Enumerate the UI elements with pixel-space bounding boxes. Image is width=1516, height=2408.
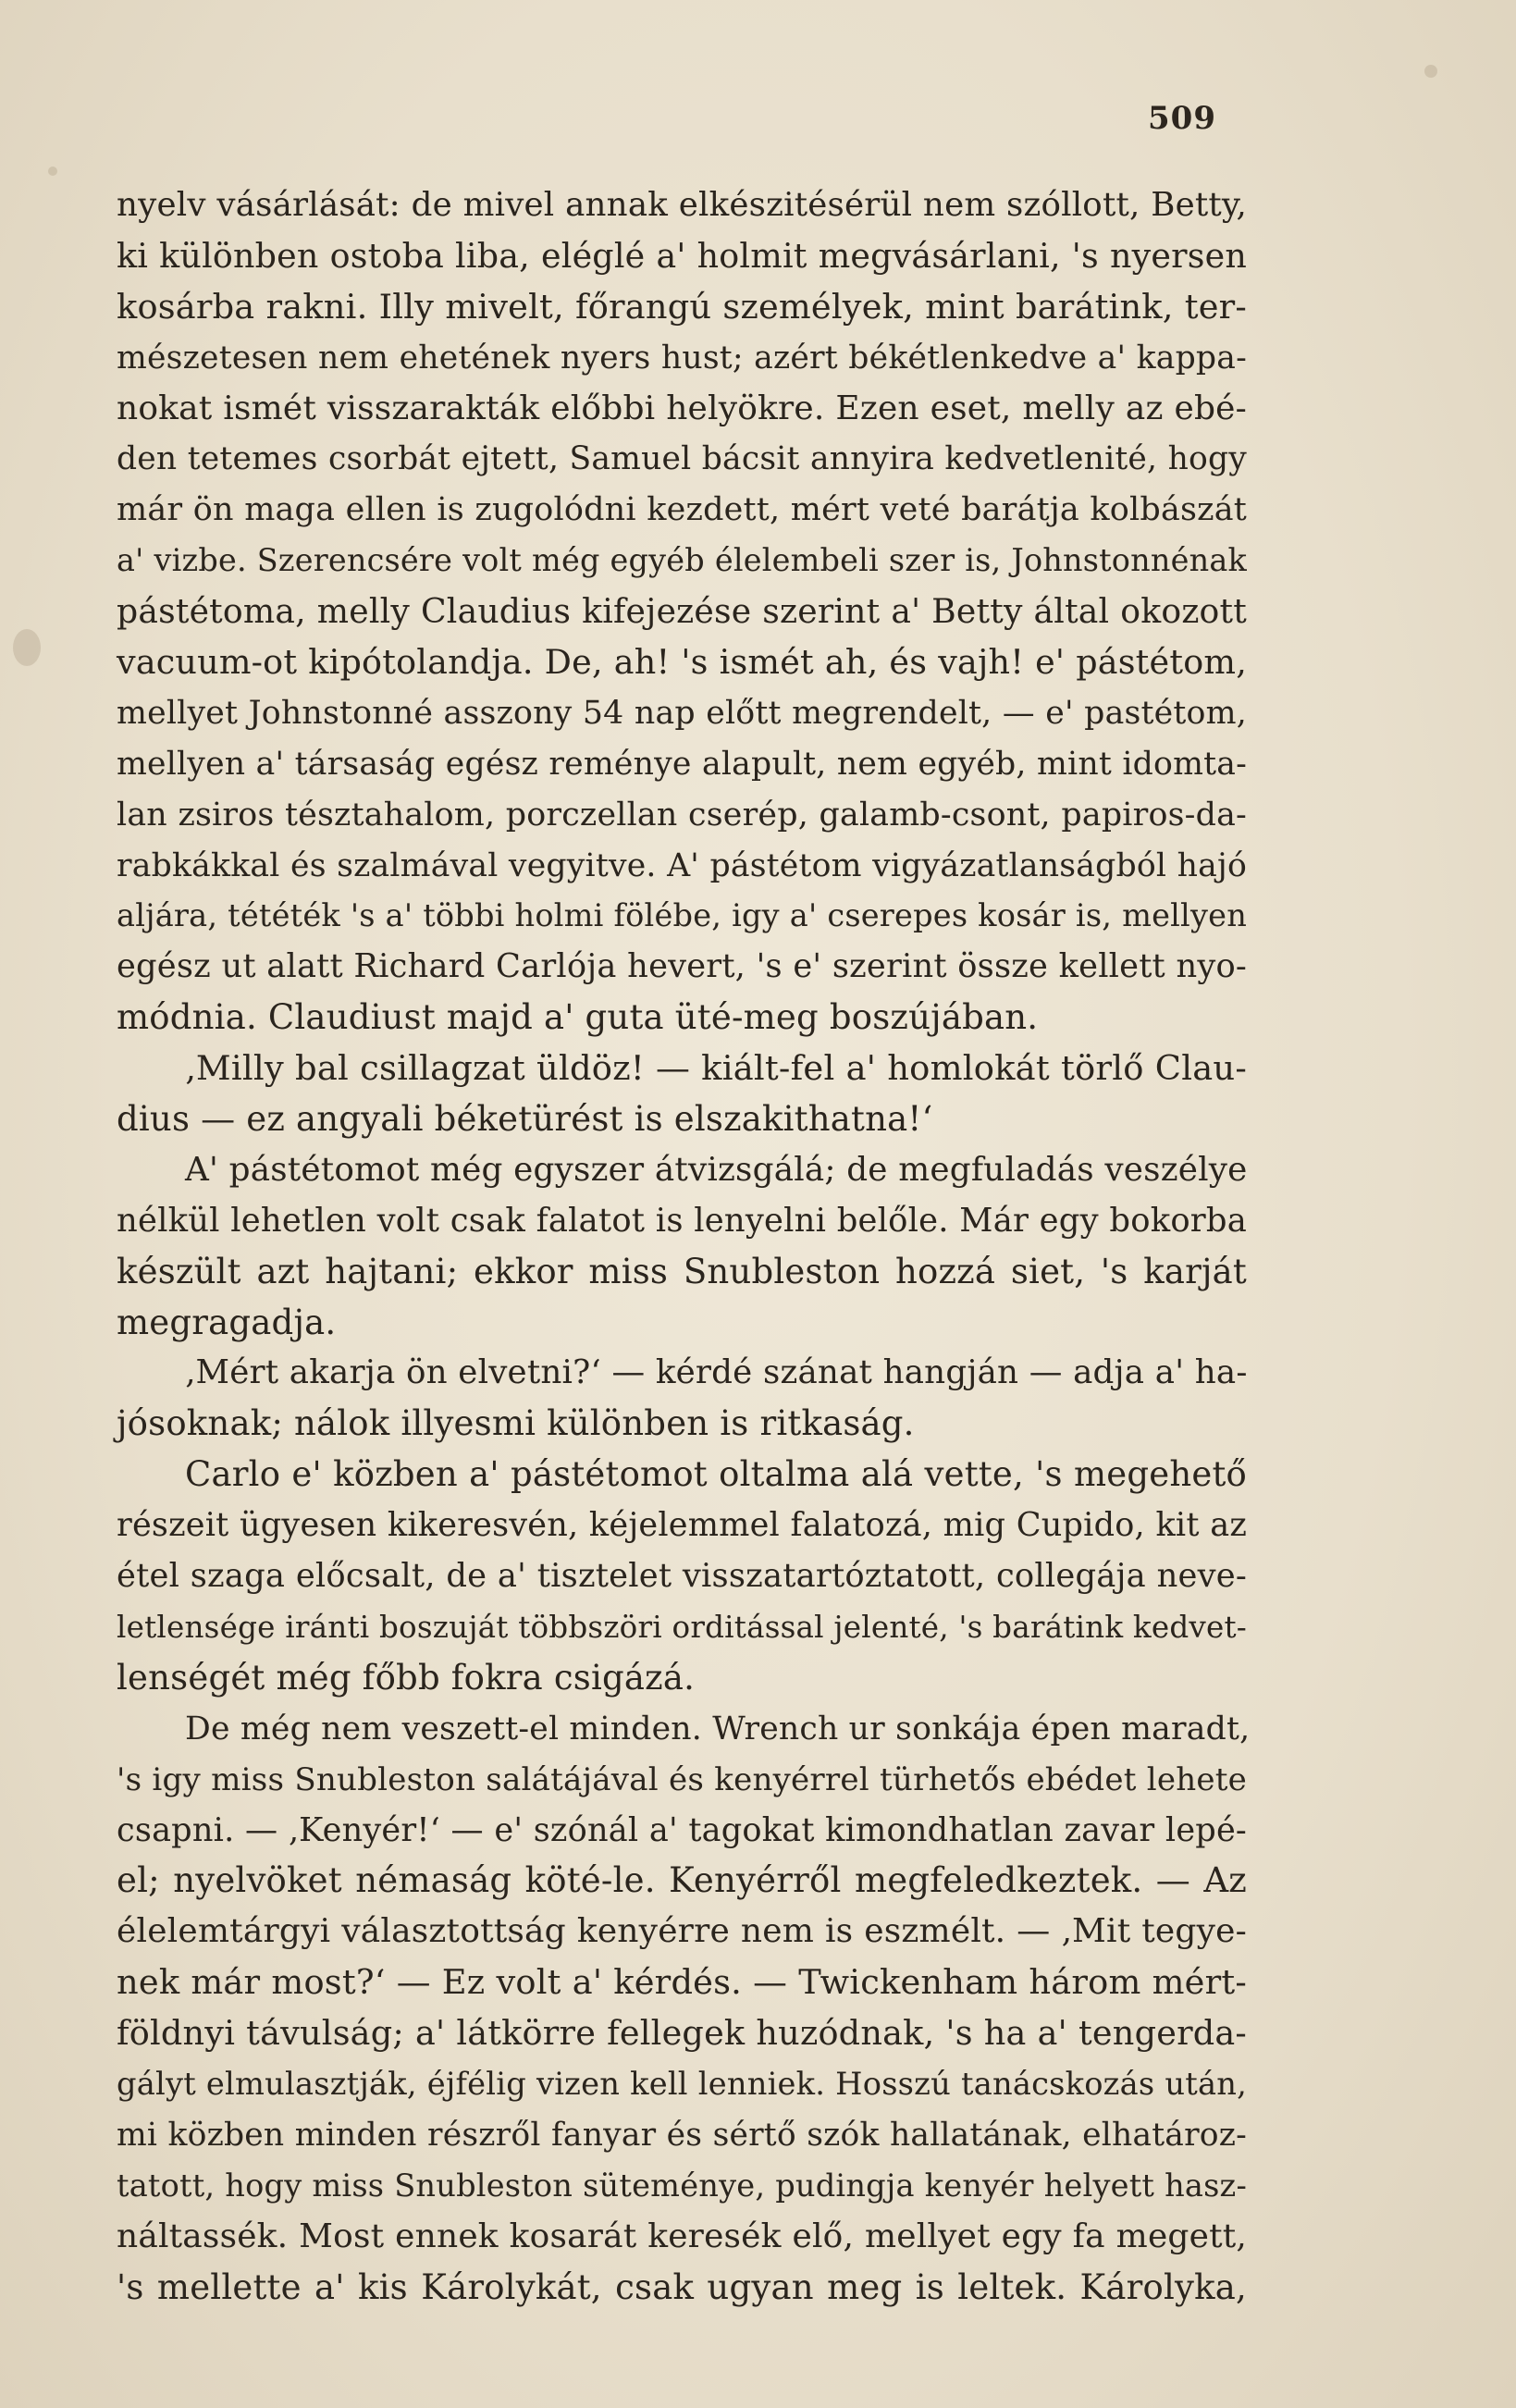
text-line: gályt elmulasztják, éjfélig vizen kell lenniek. Hosszú tanácskozás után, <box>117 2065 1247 2102</box>
text-line: ‚Mért akarja ön elvetni?‘ — kérdé szánat hangján — adja a' ha- <box>185 1353 1248 1392</box>
text-line: náltassék. Most ennek kosarát keresék elő, mellyet egy fa megett, <box>117 2217 1247 2255</box>
text-line: egész ut alatt Richard Carlója hevert, 's e' szerint össze kellett nyo- <box>117 947 1247 986</box>
text-line: 's mellette a' kis Károlykát, csak ugyan meg is leltek. Károlyka, <box>117 2266 1247 2307</box>
text-line: rabkákkal és szalmával vegyitve. A' pástétom vigyázatlanságból hajó <box>117 846 1247 884</box>
text-line: kosárba rakni. Illy mivelt, főrangú személyek, mint barátink, ter- <box>117 286 1247 327</box>
text-line: már ön maga ellen is zugolódni kezdett, mért veté barátja kolbászát <box>117 491 1247 529</box>
text-line: módnia. Claudiust majd a' guta üté-meg boszújában. <box>117 997 1039 1038</box>
text-line: lenségét még főbb fokra csigázá. <box>117 1657 696 1698</box>
text-line: pástétoma, melly Claudius kifejezése szerint a' Betty által okozott <box>117 591 1247 632</box>
text-line: ki különben ostoba liba, eléglé a' holmit megvásárlani, 's nyersen <box>117 235 1247 276</box>
text-line: csapni. — ‚Kenyér!‘ — e' szónál a' tagokat kimondhatlan zavar lepé- <box>117 1810 1247 1849</box>
page-number: 509 <box>1148 100 1216 137</box>
paper-stain <box>13 629 41 666</box>
text-line: mészetesen nem ehetének nyers hust; azért békétlenkedve a' kappa- <box>117 339 1247 377</box>
text-line: mellyet Johnstonné asszony 54 nap előtt megrendelt, — e' pastétom, <box>117 694 1247 732</box>
text-line: aljára, tététék 's a' többi holmi fölébe, igy a' cserepes kosár is, mellyen <box>117 897 1247 934</box>
text-line: letlensége iránti boszuját többszöri orditással jelenté, 's barátink kedvet- <box>117 1609 1247 1645</box>
text-line: el; nyelvöket némaság köté-le. Kenyérről megfeledkeztek. — Az <box>117 1860 1247 1901</box>
paper-spot <box>48 167 57 176</box>
text-line: földnyi távulság; a' látkörre fellegek huzódnak, 's ha a' tengerda- <box>117 2013 1247 2054</box>
text-line: tatott, hogy miss Snubleston süteménye, pudingja kenyér helyett hasz- <box>117 2167 1247 2204</box>
text-line: Carlo e' közben a' pástétomot oltalma alá vette, 's megehető <box>185 1454 1247 1495</box>
text-line: dius — ez angyali béketürést is elszakithatna!‘ <box>117 1099 933 1140</box>
text-line: jósoknak; nálok illyesmi különben is ritkaság. <box>117 1403 915 1444</box>
text-line: készült azt hajtani; ekkor miss Snubleston hozzá siet, 's karját <box>117 1251 1247 1291</box>
text-line: nokat ismét visszarakták előbbi helyökre. Ezen eset, melly az ebé- <box>117 389 1247 427</box>
text-line: mellyen a' társaság egész reménye alapult, nem egyéb, mint idomta- <box>117 745 1247 783</box>
text-line: A' pástétomot még egyszer átvizsgálá; de megfuladás veszélye <box>185 1150 1248 1189</box>
text-line: 's igy miss Snubleston salátájával és kenyérrel türhetős ebédet lehete <box>117 1760 1247 1798</box>
text-line: nélkül lehetlen volt csak falatot is lenyelni belőle. Már egy bokorba <box>117 1201 1247 1240</box>
body-text <box>117 180 1251 2313</box>
text-line: De még nem veszett-el minden. Wrench ur sonkája épen maradt, <box>185 1710 1251 1747</box>
text-line: nyelv vásárlását: de mivel annak elkészitésérül nem szóllott, Betty, <box>117 186 1247 224</box>
text-line: lan zsiros tésztahalom, porczellan cserép, galamb-csont, papiros-da- <box>117 796 1247 834</box>
paper-spot <box>1424 65 1437 78</box>
text-line: den tetemes csorbát ejtett, Samuel bácsit annyira kedvetlenité, hogy <box>117 440 1247 478</box>
text-line: a' vizbe. Szerencsére volt még egyéb élelembeli szer is, Johnstonnénak <box>117 542 1247 579</box>
text-line: mi közben minden részről fanyar és sértő szók hallatának, elhatároz- <box>117 2116 1247 2154</box>
text-line: étel szaga előcsalt, de a' tisztelet visszatartóztatott, collegája neve- <box>117 1557 1247 1596</box>
text-line: részeit ügyesen kikeresvén, kéjelemmel falatozá, mig Cupido, kit az <box>117 1506 1247 1545</box>
text-line: vacuum-ot kipótolandja. De, ah! 's ismét ah, és vajh! e' pástétom, <box>117 642 1247 683</box>
text-line: élelemtárgyi választottság kenyérre nem is eszmélt. — ‚Mit tegye- <box>117 1912 1247 1951</box>
text-line: ‚Milly bal csillagzat üldöz! — kiált-fel a' homlokát törlő Clau- <box>185 1048 1247 1089</box>
text-line: megragadja. <box>117 1302 337 1342</box>
text-line: nek már most?‘ — Ez volt a' kérdés. — Twickenham három mért- <box>117 1962 1247 2003</box>
